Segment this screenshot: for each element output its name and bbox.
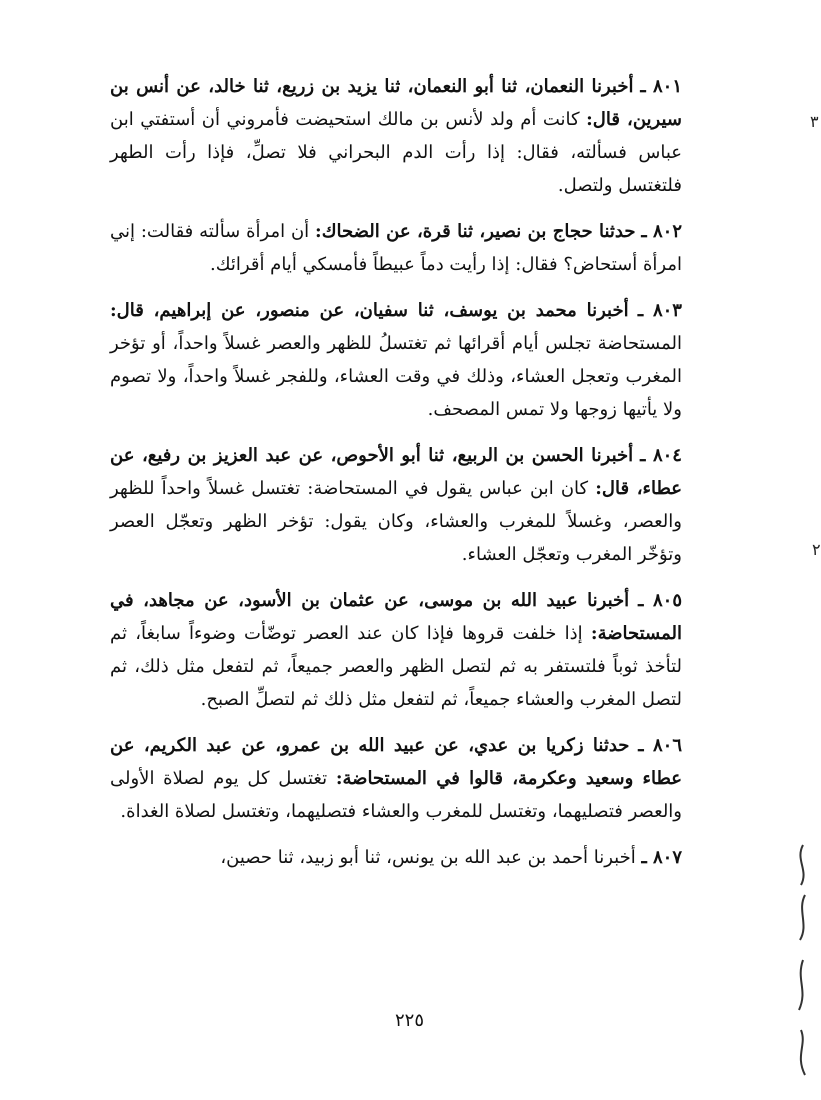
hadith-number: ٨٠٧ ـ — [641, 847, 682, 868]
hadith-entry-803 — [110, 294, 682, 426]
hadith-entry-804 — [110, 439, 682, 571]
hadith-matn: أن امرأة سألته فقالت: إني امرأة أستحاض؟ فقال: إذا رأيت دماً عبيطاً فأمسكي أيام أقرائك. — [110, 221, 682, 275]
hadith-matn: المستحاضة تجلس أيام أقرائها ثم تغتسلُ للظهر والعصر غسلاً واحداً، أو تؤخر المغرب وتعجل العشاء، وذلك في وقت العشاء، وللفجر غسلاً واحداً، ولا تصوم ولا يأتيها زوجها ولا تمس المصحف. — [110, 333, 682, 420]
hadith-matn: تغتسل كل يوم لصلاة الأولى والعصر فتصليهما، وتغتسل للمغرب والعشاء فتصليهما، وتغتسل لصلاة الغداة. — [110, 768, 682, 822]
hadith-matn: كانت أم ولد لأنس بن مالك استحيضت فأمروني أن أستفتي ابن عباس فسألته، فقال: إذا رأت الدم البحراني فلا تصلِّ، فإذا رأت الطهر فلتغتسل ولتصل. — [110, 109, 682, 196]
hadith-number: ٨٠٢ ـ — [641, 221, 683, 242]
hadith-number: ٨٠٣ ـ — [637, 300, 682, 321]
hadith-number: ٨٠٥ ـ — [638, 590, 682, 611]
hadith-isnad: أخبرنا محمد بن يوسف، ثنا سفيان، عن منصور، عن إبراهيم، قال: — [110, 300, 629, 321]
margin-mark-top: ٣ — [810, 112, 819, 131]
hadith-entry-801 — [110, 70, 682, 202]
hadith-matn: كان ابن عباس يقول في المستحاضة: تغتسل غسلاً واحداً للظهر والعصر، وغسلاً للمغرب والعشاء، وكان يقول: تؤخر الظهر وتعجّل العصر وتؤخّر المغرب وتعجّل العشاء. — [110, 478, 682, 565]
page-number: ٢٢٥ — [394, 1010, 424, 1031]
hadith-isnad: أخبرنا عبيد الله بن موسى، عن عثمان بن الأسود، عن مجاهد، في المستحاضة: — [110, 590, 682, 644]
hadith-number: ٨٠٦ ـ — [638, 735, 682, 756]
hadith-entry-807 — [110, 841, 682, 874]
hadith-isnad: أخبرنا الحسن بن الربيع، ثنا أبو الأحوص، عن عبد العزيز بن رفيع، عن عطاء، قال: — [110, 445, 682, 499]
page-text-block — [110, 70, 682, 887]
hadith-isnad: حدثنا زكريا بن عدي، عن عبيد الله بن عمرو، عن عبد الكريم، عن عطاء وسعيد وعكرمة، قالوا في المستحاضة: — [110, 735, 682, 789]
hadith-entry-805 — [110, 584, 682, 716]
hadith-entry-802 — [110, 215, 682, 281]
hadith-isnad: أخبرنا النعمان، ثنا أبو النعمان، ثنا يزيد بن زريع، ثنا خالد، عن أنس بن سيرين، قال: — [110, 76, 682, 130]
hadith-matn: أخبرنا أحمد بن عبد الله بن يونس، ثنا أبو زبيد، ثنا حصين، — [220, 847, 636, 868]
hadith-entry-806 — [110, 729, 682, 828]
hadith-matn: إذا خلفت قروها فإذا كان عند العصر توضّأت وضوءاً سابغاً، ثم لتأخذ ثوباً فلتستفر به ثم لتصل الظهر والعصر جميعاً، ثم لتفعل مثل ذلك، ثم لتصل المغرب والعشاء جميعاً، ثم لتفعل مثل ذلك ثم لتصلِّ الصبح. — [110, 623, 682, 710]
margin-mark-middle: ٢ — [812, 540, 821, 559]
hadith-number: ٨٠٤ ـ — [640, 445, 682, 466]
handwritten-margin-scribble — [791, 840, 813, 1080]
hadith-number: ٨٠١ ـ — [640, 76, 682, 97]
hadith-isnad: حدثنا حجاج بن نصير، ثنا قرة، عن الضحاك: — [315, 221, 636, 242]
